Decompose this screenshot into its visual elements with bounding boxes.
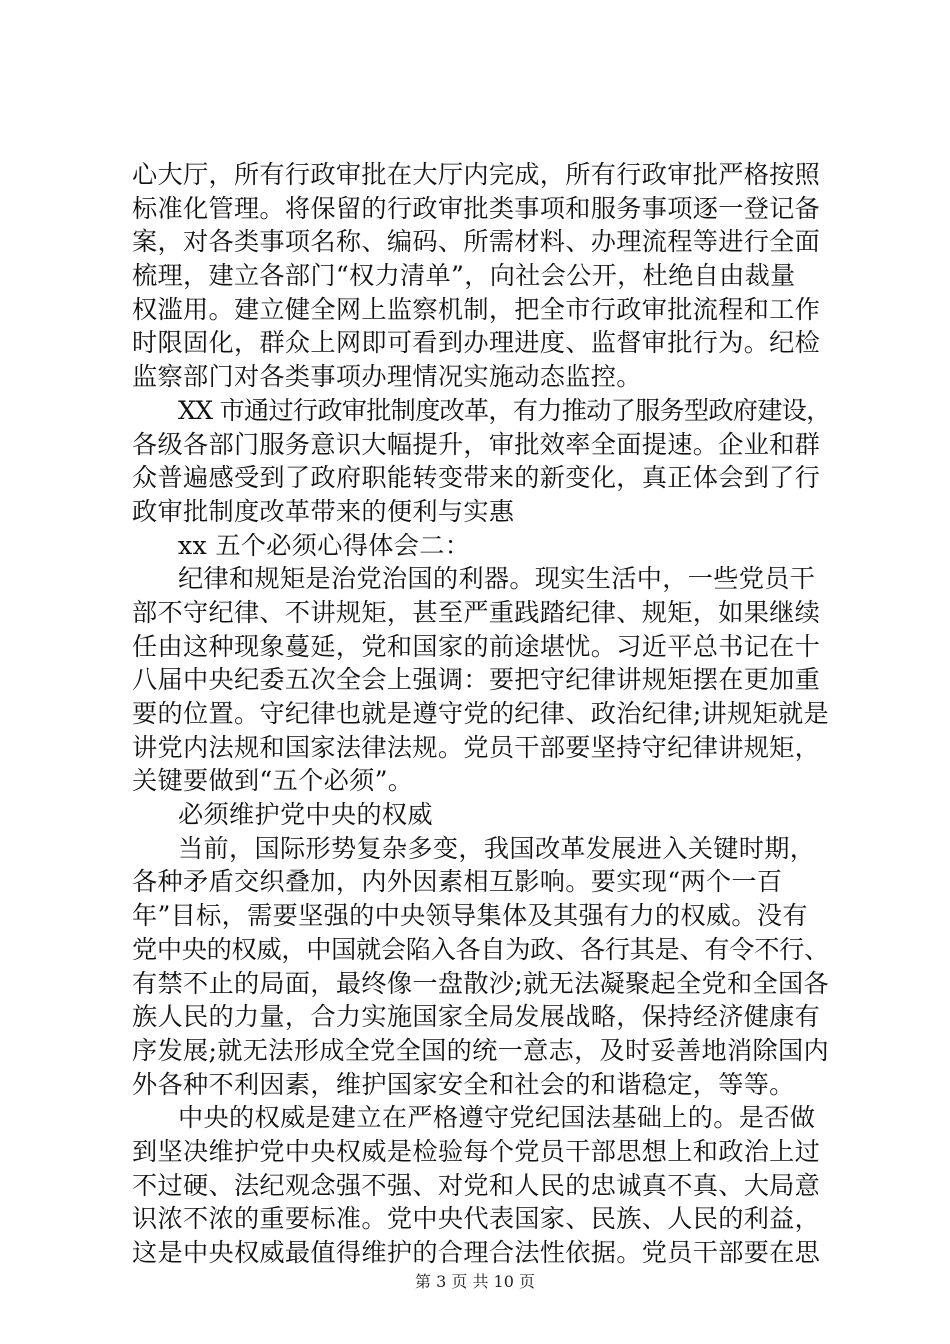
text-line: 梳理，建立各部门“权力清单”，向社会公开，杜绝自由裁量 [132,261,796,291]
text-line: 族人民的力量，合力实施国家全局发展战略，保持经济健康有 [132,1002,821,1032]
text-line: 必须维护党中央的权威 [178,800,433,830]
text-line: 这是中央权威最值得维护的合理合法性依据。党员干部要在思 [132,1238,821,1267]
text-line: 各种矛盾交织叠加，内外因素相互影响。要实现“两个一百 [132,867,783,897]
text-line: 要的位置。守纪律也就是遵守党的纪律、政治纪律;讲规矩就是 [132,699,829,728]
text-line: 当前，国际形势复杂多变，我国改革发展进入关键时期， [178,833,816,863]
text-line: 政审批制度改革带来的便利与实惠 [132,496,515,526]
text-line: 年”目标，需要坚强的中央领导集体及其强有力的权威。没有 [132,901,808,931]
text-line: 识浓不浓的重要标准。党中央代表国家、民族、人民的利益， [132,1204,821,1234]
text-line: 到坚决维护党中央权威是检验每个党员干部思想上和政治上过 [132,1136,821,1166]
text-line: xx 五个必须心得体会二： [178,530,471,560]
text-line: 部不守纪律、不讲规矩，甚至严重践踏纪律、规矩，如果继续 [132,597,821,627]
text-line: 纪律和规矩是治党治国的利器。现实生活中，一些党员干 [178,564,816,594]
text-line: 讲党内法规和国家法律法规。党员干部要坚持守纪律讲规矩， [132,732,821,762]
text-line: 党中央的权威，中国就会陷入各自为政、各行其是、有令不行、 [132,934,829,964]
text-line: 权滥用。建立健全网上监察机制，把全市行政审批流程和工作 [132,294,821,324]
document-body [132,158,832,1270]
text-line: 监察部门对各类事项办理情况实施动态监控。 [132,362,642,392]
text-line: 时限固化，群众上网即可看到办理进度、监督审批行为。纪检 [132,328,821,358]
text-line: 心大厅，所有行政审批在大厅内完成，所有行政审批严格按照 [132,160,821,189]
text-line: 案，对各类事项名称、编码、所需材料、办理流程等进行全面 [132,227,821,257]
page-footer: 第 3 页 共 10 页 [415,1272,535,1291]
text-line: 外各种不利因素，维护国家安全和社会的和谐稳定，等等。 [132,1069,795,1099]
text-line: 众普遍感受到了政府职能转变带来的新变化，真正体会到了行 [132,463,821,493]
text-line: 八届中央纪委五次全会上强调：要把守纪律讲规矩摆在更加重 [132,665,821,695]
text-line: 有禁不止的局面，最终像一盘散沙;就无法凝聚起全党和全国各 [132,968,829,998]
text-line: 中央的权威是建立在严格遵守党纪国法基础上的。是否做 [178,1103,816,1133]
text-line: 序发展;就无法形成全党全国的统一意志，及时妥善地消除国内 [132,1035,829,1065]
text-line: XX 市通过行政审批制度改革，有力推动了服务型政府建设， [178,395,831,425]
text-line: 不过硬、法纪观念强不强、对党和人民的忠诚真不真、大局意 [132,1170,821,1200]
text-line: 关键要做到“五个必须”。 [132,766,414,796]
text-line: 任由这种现象蔓延，党和国家的前途堪忧。习近平总书记在十 [132,631,821,661]
text-line: 标准化管理。将保留的行政审批类事项和服务事项逐一登记备 [132,193,821,223]
text-line: 各级各部门服务意识大幅提升，审批效率全面提速。企业和群 [132,429,821,459]
